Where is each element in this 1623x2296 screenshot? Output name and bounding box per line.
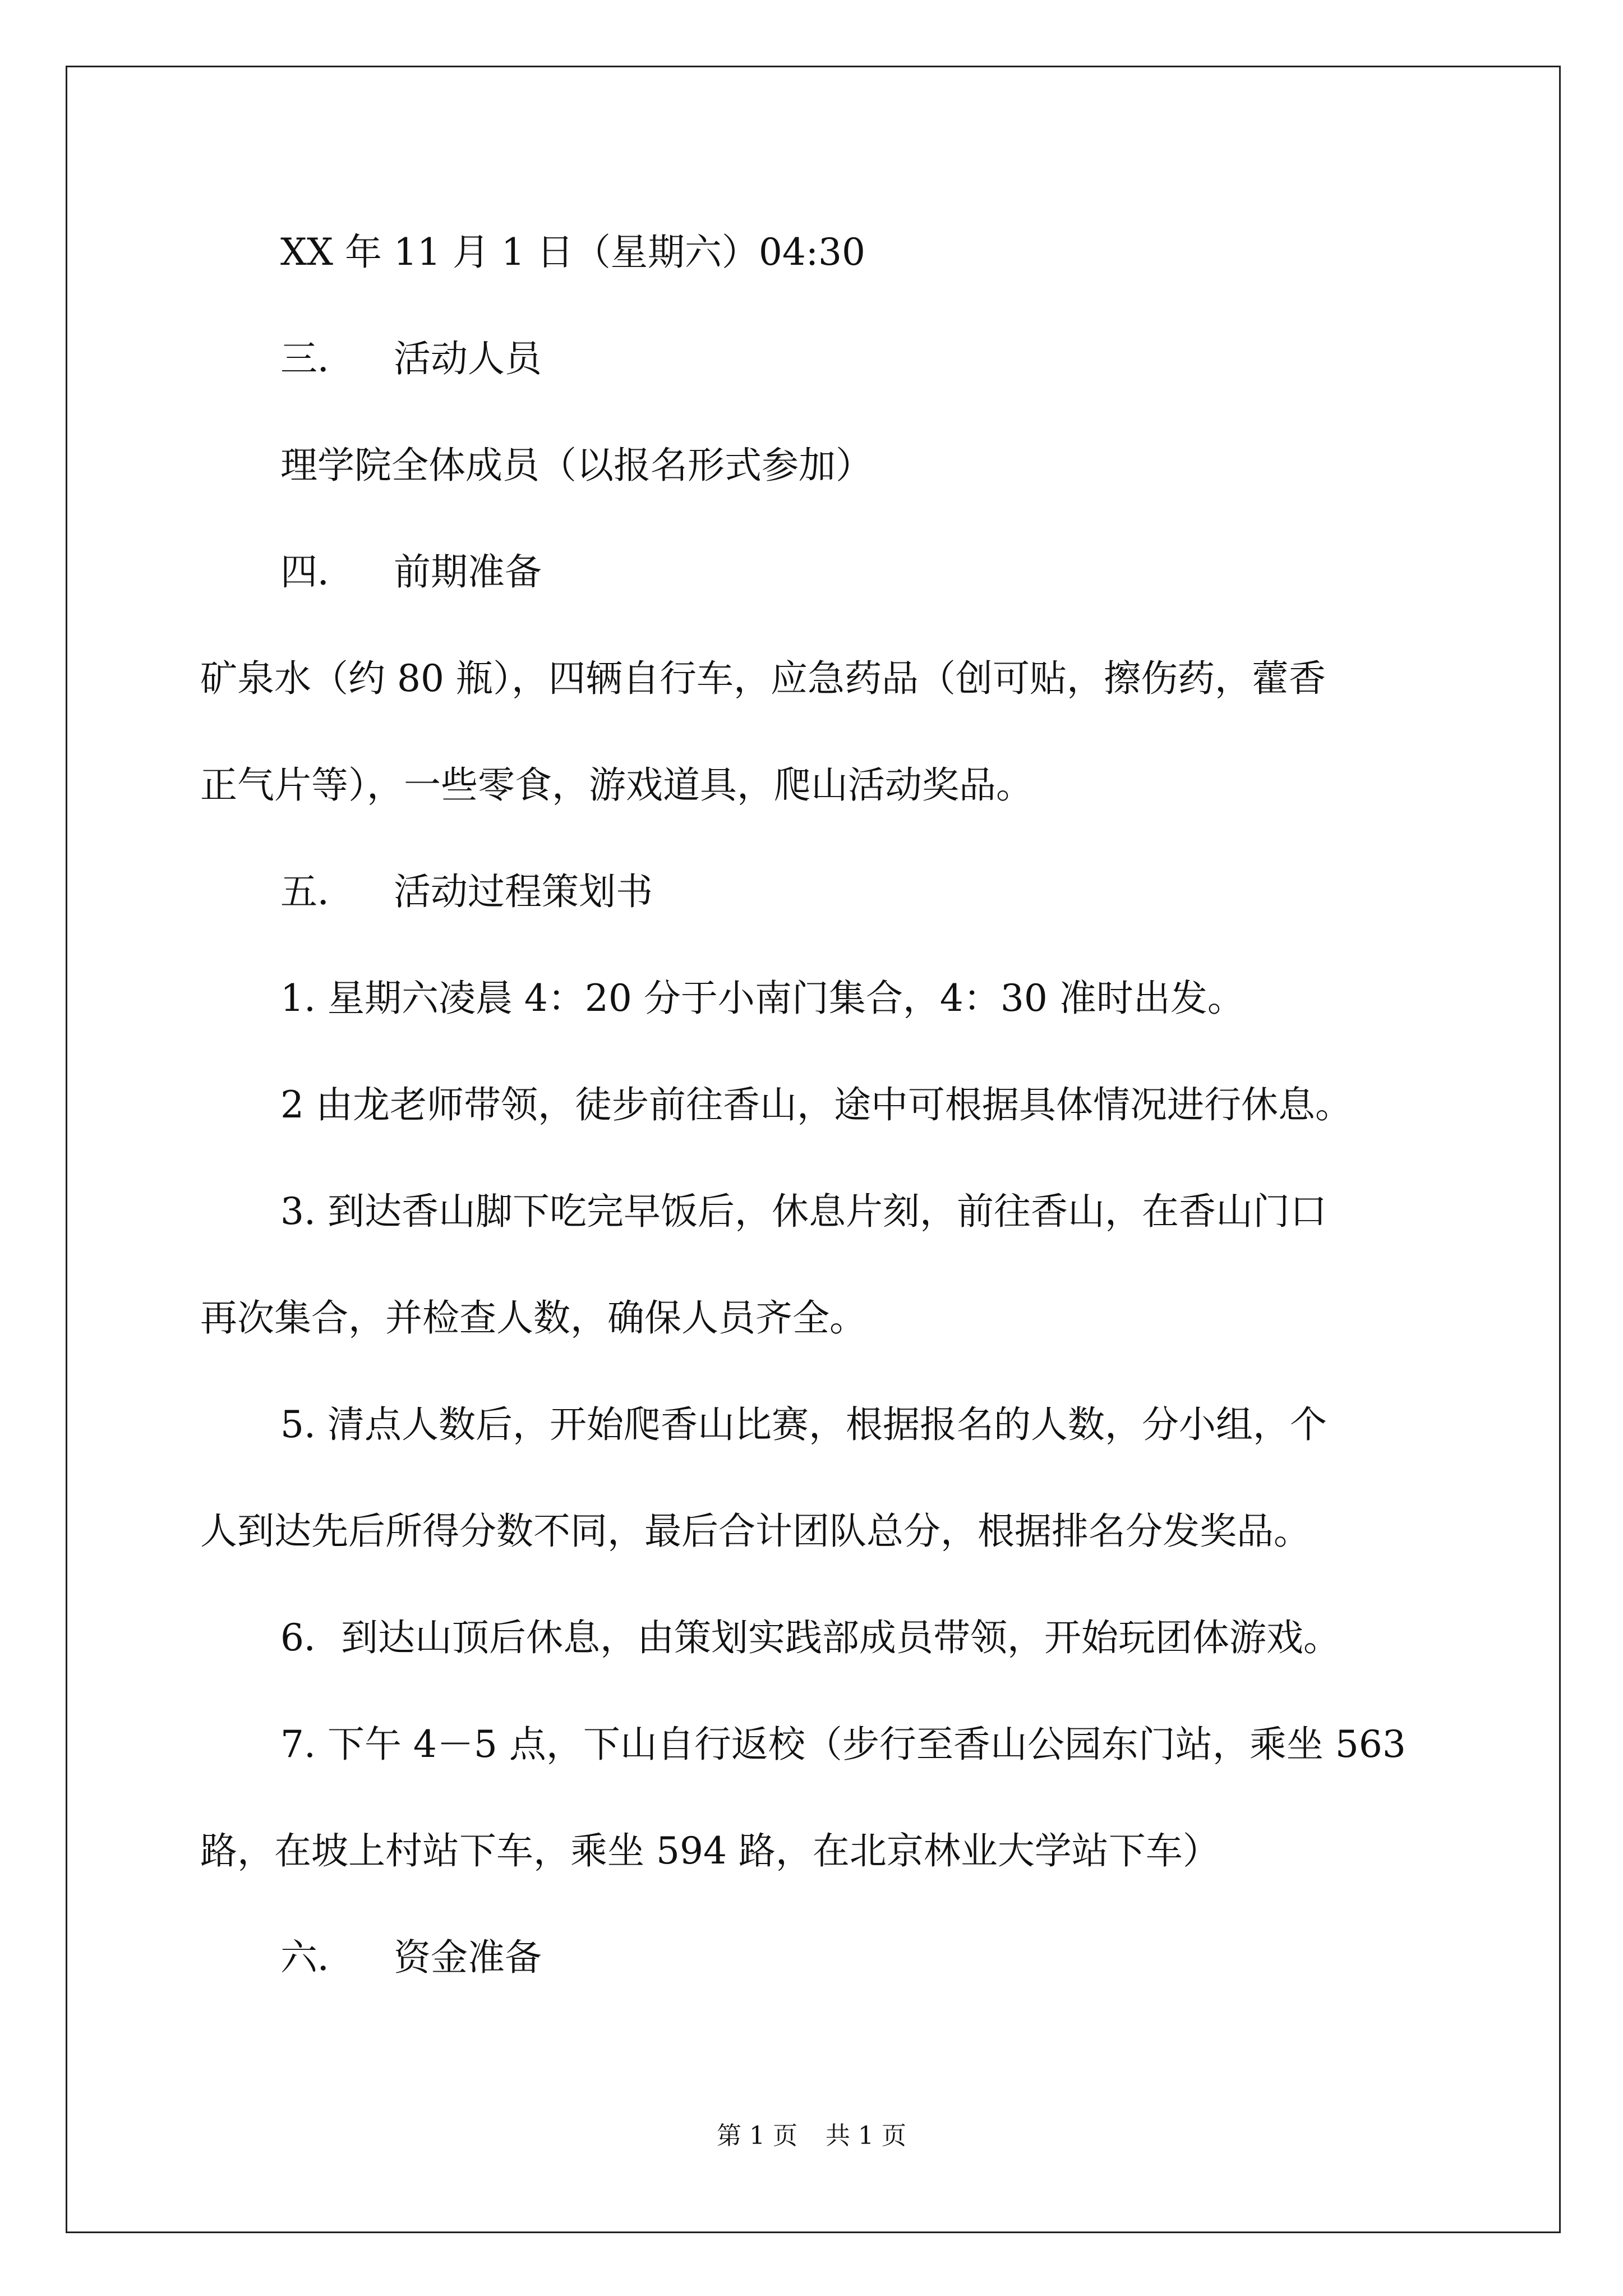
list-item-continuation: 路，在坡上村站下车，乘坐 594 路，在北京林业大学站下车） — [200, 1829, 1220, 1872]
list-item: 3. 到达香山脚下吃完早饭后，休息片刻，前往香山，在香山门口 — [280, 1190, 1327, 1233]
paragraph-line: 矿泉水（约 80 瓶），四辆自行车，应急药品（创可贴，擦伤药，藿香 — [200, 657, 1326, 700]
page-border — [66, 66, 1561, 2233]
paragraph-line: 理学院全体成员（以报名形式参加） — [280, 444, 873, 487]
list-item: 2 由龙老师带领，徒步前往香山，途中可根据具体情况进行休息。 — [280, 1083, 1352, 1126]
list-item: 5. 清点人数后，开始爬香山比赛，根据报名的人数，分小组，个 — [280, 1403, 1327, 1446]
page-footer — [0, 2119, 1623, 2153]
page-number: 第 1 页 — [717, 2122, 797, 2150]
section-heading-four — [280, 550, 542, 595]
paragraph-line: 正气片等），一些零食，游戏道具，爬山活动奖品。 — [200, 763, 1033, 807]
time-line: XX 年 11 月 1 日（星期六）04:30 — [280, 231, 866, 274]
section-title: 前期准备 — [394, 550, 542, 593]
section-title: 活动过程策划书 — [394, 870, 653, 913]
section-title: 活动人员 — [394, 337, 542, 380]
section-heading-three — [280, 337, 542, 381]
section-heading-six — [280, 1935, 542, 1980]
section-number: 四． — [280, 550, 354, 593]
section-number: 五． — [280, 870, 354, 913]
section-number: 六． — [280, 1936, 354, 1979]
section-number: 三． — [280, 337, 354, 380]
list-item: 6．到达山顶后休息，由策划实践部成员带领，开始玩团体游戏。 — [280, 1616, 1340, 1659]
section-title: 资金准备 — [394, 1936, 542, 1979]
page-total: 共 1 页 — [826, 2122, 906, 2150]
list-item-continuation: 再次集合，并检查人数，确保人员齐全。 — [200, 1296, 866, 1340]
list-item-continuation: 人到达先后所得分数不同，最后合计团队总分，根据排名分发奖品。 — [200, 1510, 1311, 1553]
section-heading-five — [280, 869, 653, 914]
list-item: 1. 星期六凌晨 4：20 分于小南门集合，4：30 准时出发。 — [280, 977, 1244, 1020]
list-item: 7. 下午 4－5 点，下山自行返校（步行至香山公园东门站，乘坐 563 — [280, 1723, 1406, 1766]
